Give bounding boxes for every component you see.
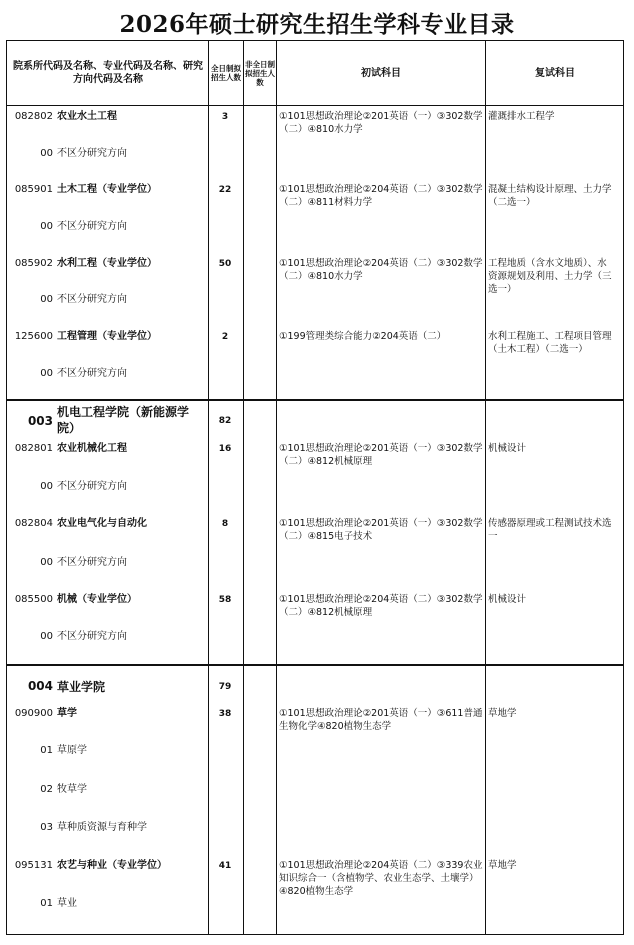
program-name: 水利工程（专业学位） (57, 258, 157, 269)
direction-name: 不区分研究方向 (57, 368, 127, 379)
program-code: 082802 (14, 111, 53, 122)
column-divider (276, 41, 277, 934)
header-divider (7, 105, 623, 106)
direction-name: 不区分研究方向 (57, 481, 127, 492)
exam-subjects: ①101思想政治理论②201英语（一）③611普通生物化学④820植物生态学 (279, 708, 483, 732)
department-name: 机电工程学院（新能源学院） (57, 405, 190, 435)
retest-subjects: 水利工程施工、工程项目管理（土木工程）（二选一） (488, 331, 612, 355)
direction-code: 02 (40, 784, 53, 795)
header-col-program: 院系所代码及名称、专业代码及名称、研究方向代码及名称 (13, 61, 203, 85)
fulltime-quota: 41 (218, 861, 232, 871)
column-divider (485, 41, 486, 934)
exam-subjects: ①101思想政治理论②204英语（二）③302数学（二）④811材料力学 (279, 184, 483, 208)
department-quota: 79 (218, 682, 232, 692)
direction-name: 牧草学 (57, 784, 87, 795)
header-col-parttime: 非全日制拟招生人数 (245, 59, 275, 87)
direction-name: 不区分研究方向 (57, 148, 127, 159)
retest-subjects: 草地学 (488, 708, 517, 719)
direction-name: 不区分研究方向 (57, 631, 127, 642)
program-name: 农业水土工程 (57, 111, 117, 122)
page-title: 2026年硕士研究生招生学科专业目录 (119, 11, 515, 38)
program-code: 085902 (14, 258, 53, 269)
program-name: 农艺与种业（专业学位） (57, 860, 167, 871)
program-code: 085901 (14, 184, 53, 195)
program-name: 草学 (57, 708, 77, 719)
retest-subjects: 草地学 (488, 860, 517, 871)
retest-subjects: 机械设计 (488, 443, 527, 454)
program-code: 082801 (14, 443, 53, 454)
fulltime-quota: 8 (221, 519, 229, 529)
program-code: 090900 (14, 708, 53, 719)
direction-code: 00 (40, 481, 53, 492)
retest-subjects: 传感器原理或工程测试技术选一 (488, 518, 612, 542)
direction-name: 不区分研究方向 (57, 294, 127, 305)
catalog-table (6, 40, 624, 935)
fulltime-quota: 50 (218, 259, 232, 269)
program-name: 农业电气化与自动化 (57, 518, 147, 529)
program-name: 工程管理（专业学位） (57, 331, 157, 342)
direction-code: 03 (40, 822, 53, 833)
exam-subjects: ①101思想政治理论②201英语（一）③302数学（二）④812机械原理 (279, 443, 483, 467)
program-code: 125600 (14, 331, 53, 342)
fulltime-quota: 22 (218, 185, 232, 195)
program-code: 082804 (14, 518, 53, 529)
direction-code: 00 (40, 368, 53, 379)
section-divider (7, 399, 623, 401)
direction-name: 草业 (57, 898, 77, 909)
column-divider (243, 41, 244, 934)
direction-name: 草原学 (57, 745, 87, 756)
retest-subjects: 灌溉排水工程学 (488, 111, 555, 122)
fulltime-quota: 2 (221, 332, 229, 342)
header-col-retest: 复试科目 (535, 67, 575, 79)
program-name: 农业机械化工程 (57, 443, 127, 454)
fulltime-quota: 38 (218, 709, 232, 719)
header-col-fulltime: 全日制拟招生人数 (211, 64, 241, 82)
direction-code: 00 (40, 294, 53, 305)
exam-subjects: ①199管理类综合能力②204英语（二） (279, 331, 447, 342)
direction-code: 00 (40, 631, 53, 642)
program-name: 机械（专业学位） (57, 594, 137, 605)
department-code: 004 (27, 679, 53, 693)
section-divider (7, 664, 623, 666)
program-name: 土木工程（专业学位） (57, 184, 157, 195)
retest-subjects: 工程地质（含水文地质）、水资源规划及利用、土力学（三选一） (488, 258, 612, 295)
column-divider (208, 41, 209, 934)
fulltime-quota: 16 (218, 444, 232, 454)
department-quota: 82 (218, 416, 232, 426)
exam-subjects: ①101思想政治理论②204英语（二）③302数学（二）④812机械原理 (279, 594, 483, 618)
exam-subjects: ①101思想政治理论②201英语（一）③302数学（二）④815电子技术 (279, 518, 483, 542)
direction-code: 01 (40, 745, 53, 756)
direction-code: 00 (40, 148, 53, 159)
header-col-subjects: 初试科目 (361, 67, 401, 79)
fulltime-quota: 58 (218, 595, 232, 605)
retest-subjects: 机械设计 (488, 594, 527, 605)
direction-code: 00 (40, 557, 53, 568)
direction-name: 不区分研究方向 (57, 221, 127, 232)
department-code: 003 (27, 414, 53, 428)
program-code: 085500 (14, 594, 53, 605)
direction-name: 草种质资源与育种学 (57, 822, 147, 833)
fulltime-quota: 3 (221, 112, 229, 122)
direction-name: 不区分研究方向 (57, 557, 127, 568)
exam-subjects: ①101思想政治理论②204英语（二）③302数学（二）④810水力学 (279, 258, 483, 282)
exam-subjects: ①101思想政治理论②201英语（一）③302数学（二）④810水力学 (279, 111, 483, 135)
program-code: 095131 (14, 860, 53, 871)
direction-code: 00 (40, 221, 53, 232)
direction-code: 01 (40, 898, 53, 909)
retest-subjects: 混凝土结构设计原理、土力学（二选一） (488, 184, 612, 208)
department-name: 草业学院 (57, 680, 106, 694)
exam-subjects: ①101思想政治理论②204英语（二）③339农业知识综合一（含植物学、农业生态学、土壤学）④820植物生态学 (279, 860, 483, 897)
